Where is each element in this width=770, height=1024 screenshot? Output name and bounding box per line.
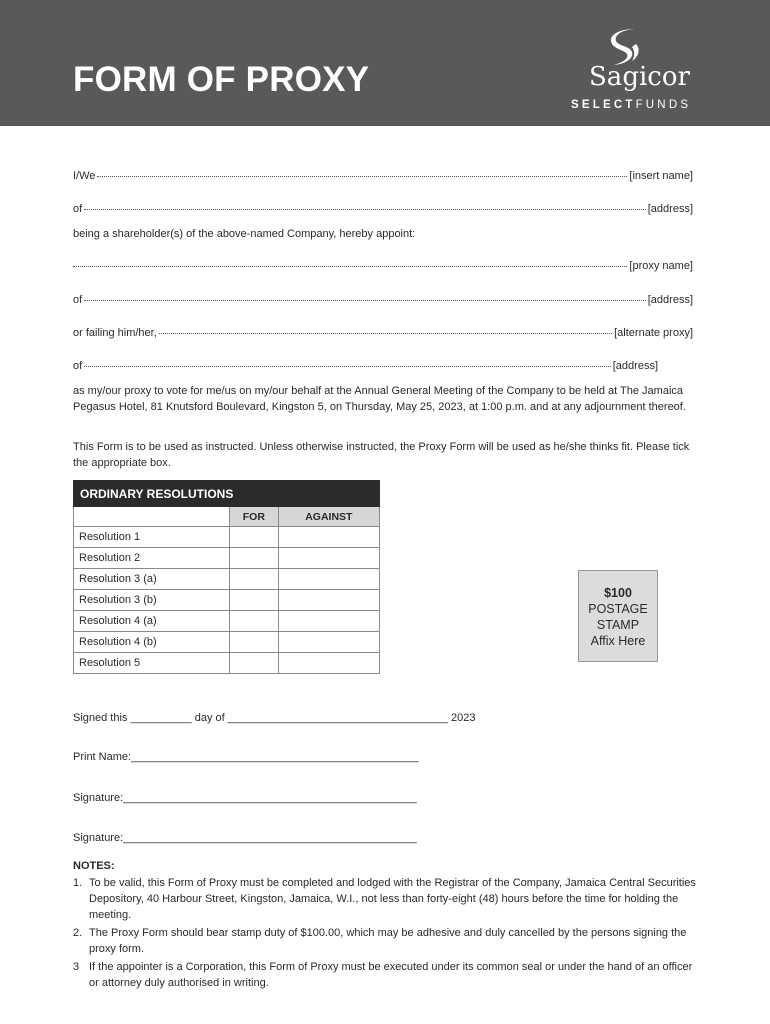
resolutions-table <box>73 480 380 674</box>
table-row: Resolution 5 <box>74 653 380 674</box>
against-checkbox[interactable] <box>278 527 379 548</box>
logo-subtitle: SELECTFUNDS <box>571 99 692 111</box>
signature-field-2[interactable]: Signature:________________________________________________ <box>73 832 417 844</box>
signature-field-1[interactable]: Signature:________________________________________________ <box>73 792 417 804</box>
alternate-proxy-line[interactable]: or failing him/her, [alternate proxy] <box>73 327 693 339</box>
header-banner <box>0 0 770 126</box>
for-checkbox[interactable] <box>230 653 279 674</box>
note-item: 1. To be valid, this Form of Proxy must be completed and lodged with the Registrar of the Company, Jamaica Central Securities Depository, 40 Harbour Street, Kingston, Jamaica, W.I., not less than forty-eight (48) hours before the time for holding the meeting. <box>73 877 696 921</box>
notes-heading: NOTES: <box>73 860 115 872</box>
table-row: Resolution 2 <box>74 548 380 569</box>
appoint-text: being a shareholder(s) of the above-named Company, hereby appoint: <box>73 228 416 240</box>
for-checkbox[interactable] <box>230 527 279 548</box>
for-checkbox[interactable] <box>230 632 279 653</box>
against-checkbox[interactable] <box>278 653 379 674</box>
against-column-header: AGAINST <box>278 507 379 527</box>
address-line-3[interactable]: of [address] <box>73 360 658 372</box>
postage-stamp-box: $100 POSTAGE STAMP Affix Here <box>578 570 658 662</box>
against-checkbox[interactable] <box>278 590 379 611</box>
table-row: Resolution 4 (a) <box>74 611 380 632</box>
for-checkbox[interactable] <box>230 548 279 569</box>
for-checkbox[interactable] <box>230 569 279 590</box>
proxy-name-line[interactable]: [proxy name] <box>73 260 693 272</box>
for-checkbox[interactable] <box>230 611 279 632</box>
print-name-field[interactable]: Print Name:_______________________________________________ <box>73 751 419 763</box>
resolutions-heading: ORDINARY RESOLUTIONS <box>74 481 380 507</box>
instruction-text: This Form is to be used as instructed. Unless otherwise instructed, the Proxy Form will be used as he/she thinks fit. Please tick the appropriate box. <box>73 441 690 469</box>
against-checkbox[interactable] <box>278 611 379 632</box>
table-row: Resolution 3 (a) <box>74 569 380 590</box>
address-line-1[interactable]: of [address] <box>73 203 693 215</box>
address-line-2[interactable]: of [address] <box>73 294 693 306</box>
table-row: Resolution 4 (b) <box>74 632 380 653</box>
logo-wordmark: Sagicor <box>589 62 690 92</box>
against-checkbox[interactable] <box>278 632 379 653</box>
proxy-statement: as my/our proxy to vote for me/us on my/our behalf at the Annual General Meeting of the Company to be held at The Jamaica Pegasus Hotel, 81 Knutsford Boulevard, Kingston 5, on Thursday, May 25, 2023, at 1:00 p.m. and at any adjournment thereof. <box>73 385 686 413</box>
for-checkbox[interactable] <box>230 590 279 611</box>
name-line[interactable]: I/We [insert name] <box>73 170 693 182</box>
table-row: Resolution 1 <box>74 527 380 548</box>
against-checkbox[interactable] <box>278 548 379 569</box>
table-row: Resolution 3 (b) <box>74 590 380 611</box>
against-checkbox[interactable] <box>278 569 379 590</box>
note-item: 2. The Proxy Form should bear stamp duty of $100.00, which may be adhesive and duly cancelled by the persons signing the proxy form. <box>73 927 687 955</box>
signed-date-line[interactable]: Signed this __________ day of ____________________________________ 2023 <box>73 712 476 724</box>
page-title: FORM OF PROXY <box>73 60 370 99</box>
note-item: 3 If the appointer is a Corporation, this Form of Proxy must be executed under its common seal or under the hand of an officer or attorney duly authorised in writing. <box>73 961 693 989</box>
for-column-header: FOR <box>230 507 279 527</box>
